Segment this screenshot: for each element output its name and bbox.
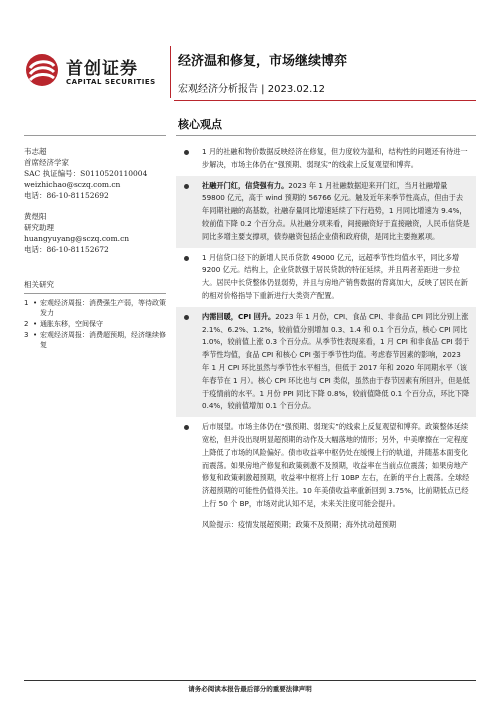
bullet-icon (184, 184, 189, 189)
paragraph-text: 后市展望。市场主体仍在“强预期、弱现实”的线索上反复观望和博弈。政策整体延续宽松，但并没出现明显超预期的动作及大幅落地的情形；另外，中美摩擦在一定程度上降低了市场的风险偏好。债市收益率中枢仍处在缓慢上行的轨道，并随基本面变化而震荡。如果房地产修复和政策刺激不及预期，收益率在当前点位震荡；如果房地产修复和政策刺激超预期，收益率中枢将上行 10BP 左右，在新的平台上震荡。全球经济超预期的可能性仍值得关注。10 年美债收益率重新回到 3.75%，比前期低点已经上行 50 个 BP，市场对此认知不足，未来关注度可能会提升。 (202, 422, 470, 508)
paragraph-text: 2023 年 1 月社融数据迎来开门红，当月社融增量 59800 亿元，高于 wind 预期的 56766 亿元。触及近年来季节性高点，但由于去年同期社融的高基数，社融存量同比增速延续了下行趋势，1 月同比增速为 9.4%，较前值下降 0.2 个百分点。从社融分项来看，间接融资好于直接融资，人民币信贷是同比多增主要支撑项，债券融资包括企业债和政府债，是同比主要拖累项。 (202, 180, 470, 241)
bullet-icon (184, 150, 189, 155)
related-item-index: 1 (24, 299, 29, 307)
main-top-rule (176, 135, 476, 136)
bullet-icon (184, 425, 189, 430)
analyst-cert: SAC 执证编号：S0110520110004 (24, 169, 148, 178)
analyst-title: 首席经济学家 (24, 158, 69, 167)
bullet-icon (184, 315, 189, 320)
related-item-text: 通胀东移，空间保守 (40, 320, 103, 328)
core-paragraph (176, 176, 476, 248)
analyst-name: 黄煜阳 (24, 212, 47, 221)
core-paragraph (176, 248, 476, 307)
related-research-rule (24, 293, 166, 294)
related-research-item[interactable]: 3 • 宏观经济周报：消费超预期，经济继续修复 (24, 331, 166, 349)
risk-warning: 风险提示：疫情发展超预期；政策不及预期；海外扰动超预期 (202, 519, 397, 529)
footer-rule (24, 680, 476, 681)
analyst-phone: 电话：86-10-81152692 (24, 191, 109, 200)
analyst-name: 韦志超 (24, 147, 47, 156)
analyst-title: 研究助理 (24, 223, 54, 232)
bullet-icon (184, 256, 189, 261)
brand-name-en: CAPITAL SECURITIES (66, 78, 156, 86)
brand-name-cn: 首创证券 (66, 59, 138, 79)
related-research-item[interactable]: 2 • 通胀东移，空间保守 (24, 320, 103, 328)
header-divider (170, 46, 171, 98)
logo-mark-icon (24, 52, 60, 88)
related-item-text: 宏观经济周报：消费强生产弱，等待政策发力 (40, 299, 166, 317)
brand-logo (24, 50, 174, 96)
core-paragraph (176, 142, 476, 176)
report-title: 经济温和修复，市场继续博弈 (178, 54, 348, 69)
related-item-text: 宏观经济周报：消费超预期，经济继续修复 (40, 331, 166, 349)
core-views (176, 142, 476, 533)
paragraph-lead: 社融开门红，信贷强有力。 (202, 180, 289, 190)
related-research-item[interactable]: 1 • 宏观经济周报：消费强生产弱，等待政策发力 (24, 299, 166, 317)
header-underline (174, 100, 476, 101)
analyst-sidebar (24, 146, 166, 351)
paragraph-text: 1 月的社融和物价数据反映经济在修复，但力度较为温和，结构性的问题还有待进一步解决，市场主体仍在“强预期、弱现实”的线索上反复观望和博弈。 (202, 147, 468, 169)
section-title: 核心观点 (178, 118, 222, 131)
paragraph-text: 2023 年 1 月份，CPI、食品 CPI、非食品 CPI 同比分别上涨 2.1%、6.2%、1.2%，较前值分别增加 0.3、1.4 和 0.1 个百分点，核心 CPI 同比 1.0%，较前值上涨 0.3 个百分点。从季节性表现来看，1 月 CPI 和非食品 CPI 弱于季节性均值，食品 CPI 和核心 CPI 强于季节性均值。考虑春节因素的影响，2023 年 1 月 CPI 环比虽然与季节性水平相当，但低于 2017 年和 2020 年同期水平（该年春节在 1 月）。核心 CPI 环比也与 CPI 类似，虽然由于春节因素有所回升，但是低于疫情前的水平。1 月份 PPI 同比下降 0.8%，较前值降低 0.1 个百分点，环比下降 0.4%，较前值增加 0.1 个百分点。 (202, 311, 470, 411)
legal-footer: 请务必阅读本报告最后部分的重要法律声明 (188, 685, 312, 693)
core-paragraph (176, 417, 476, 515)
analyst-phone: 电话：86-10-81152672 (24, 245, 109, 254)
report-header (0, 0, 500, 106)
related-item-index: 2 (24, 320, 29, 328)
paragraph-lead: 内需回暖，CPI 回升。 (202, 311, 276, 321)
analyst-email[interactable]: huangyuyang@sczq.com.cn (24, 234, 130, 243)
sidebar-top-rule (24, 135, 166, 136)
related-item-index: 3 (24, 331, 29, 339)
related-research-title: 相关研究 (24, 280, 54, 289)
report-subtitle: 宏观经济分析报告 | 2023.02.12 (178, 84, 325, 95)
core-paragraph (176, 307, 476, 417)
analyst-email[interactable]: weizhichao@sczq.com.cn (24, 180, 121, 189)
paragraph-text: 1 月信贷口径下的新增人民币贷款 49000 亿元，远超季节性均值水平，同比多增 9200 亿元。结构上，企业贷款强于居民贷款的特征延续，并且两者差距进一步拉大。居民中长贷整体仍显弱势，并且与房地产销售数据的背离加大，反映了居民在新的相对价格指导下重新进行大类资产配置。 (202, 252, 468, 300)
